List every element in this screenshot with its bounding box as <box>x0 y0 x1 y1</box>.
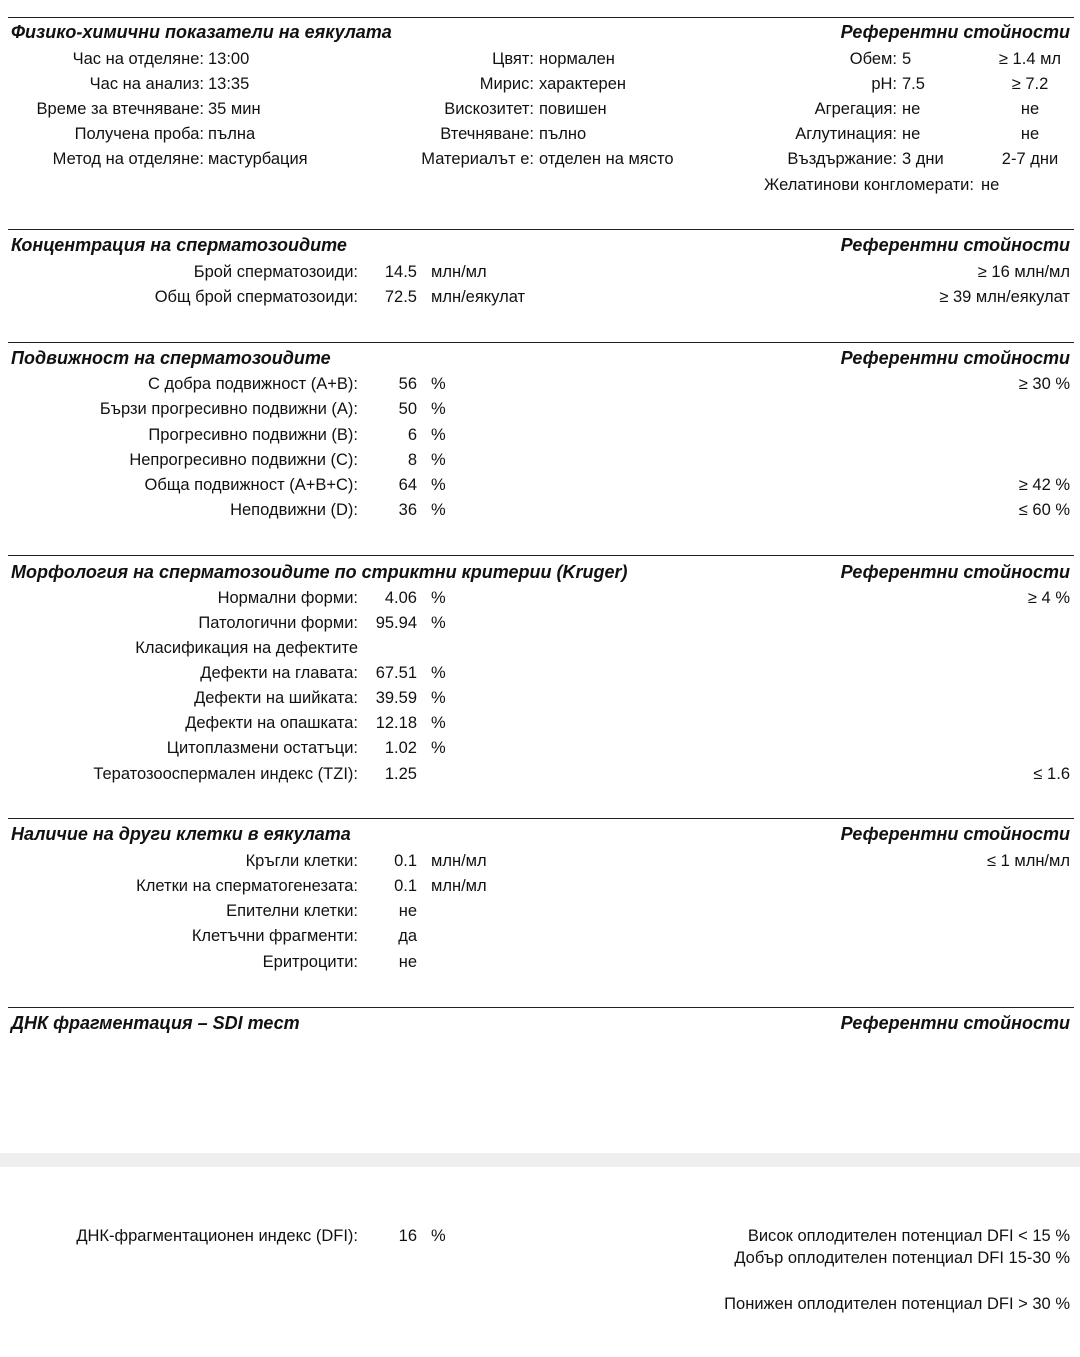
field-value: нормален <box>539 50 615 68</box>
field-value: мастурбация <box>208 150 308 168</box>
field-label: Тератозооспермален индекс (TZI): <box>93 765 358 783</box>
ref-value: ≥ 16 млн/мл <box>977 263 1070 281</box>
table-row <box>0 372 1080 396</box>
field-label: Получена проба: <box>74 125 204 143</box>
field-label: Нормални форми: <box>217 589 358 607</box>
table-row <box>0 899 1080 923</box>
field-label: Втечняване: <box>440 125 534 143</box>
section-title-physchem: Физико-химични показатели на еякулата <box>11 22 392 42</box>
table-row <box>0 661 1080 685</box>
table-row <box>0 711 1080 735</box>
table-row <box>0 950 1080 974</box>
field-unit: % <box>431 426 446 444</box>
field-unit: % <box>431 664 446 682</box>
field-value: пълно <box>539 125 587 143</box>
field-value: 0.1 <box>394 852 417 870</box>
section-divider <box>8 17 1074 18</box>
table-row <box>0 397 1080 421</box>
field-value: не <box>398 902 417 920</box>
field-value: 64 <box>398 476 417 494</box>
field-value: не <box>902 100 921 118</box>
field-unit: % <box>431 451 446 469</box>
field-label: Материалът е: <box>421 150 534 168</box>
field-label: Обща подвижност (A+B+C): <box>144 476 358 494</box>
ref-value: ≥ 30 % <box>1018 375 1070 393</box>
field-label: Неподвижни (D): <box>230 501 358 519</box>
field-value: повишен <box>539 100 607 118</box>
field-value: пълна <box>208 125 256 143</box>
dfi-ref-line: Добър оплодителен потенциал DFI 15-30 % <box>734 1249 1070 1267</box>
field-value: 1.25 <box>384 765 417 783</box>
field-label: Мирис: <box>479 75 534 93</box>
field-label: Аглутинация: <box>795 125 897 143</box>
field-value: 16 <box>398 1227 417 1245</box>
field-value: 50 <box>398 400 417 418</box>
section-divider <box>8 818 1074 819</box>
field-value: 13:00 <box>208 50 250 68</box>
section-divider <box>8 1007 1074 1008</box>
field-value: характерен <box>539 75 627 93</box>
field-label: Час на анализ: <box>89 75 204 93</box>
dfi-ref-line: Понижен оплодителен потенциал DFI > 30 % <box>724 1295 1070 1313</box>
field-value: 67.51 <box>375 664 417 682</box>
field-label: Въздържание: <box>787 150 897 168</box>
field-value: не <box>981 176 1000 194</box>
field-value: 12.18 <box>375 714 417 732</box>
field-label: Клетки на сперматогенезата: <box>136 877 358 895</box>
ref-value: ≤ 1 млн/мл <box>986 852 1070 870</box>
field-value: не <box>398 953 417 971</box>
table-row <box>0 72 1080 96</box>
subsection-label: Класификация на дефектите <box>135 639 358 657</box>
field-value: 35 мин <box>208 100 261 118</box>
table-row <box>0 924 1080 948</box>
field-label: Кръгли клетки: <box>245 852 358 870</box>
field-value: да <box>398 927 417 945</box>
field-value: 0.1 <box>394 877 417 895</box>
table-row <box>0 423 1080 447</box>
field-label: ДНК-фрагментационен индекс (DFI): <box>76 1227 358 1245</box>
table-row <box>0 473 1080 497</box>
table-row <box>0 285 1080 309</box>
field-unit: % <box>431 1227 446 1245</box>
table-row <box>0 611 1080 635</box>
table-row <box>0 736 1080 760</box>
field-label: Клетъчни фрагменти: <box>191 927 358 945</box>
field-label: Общ брой сперматозоиди: <box>154 288 358 306</box>
section-divider <box>8 342 1074 343</box>
ref-header: Референтни стойности <box>840 824 1070 844</box>
field-value: 4.06 <box>384 589 417 607</box>
field-label: С добра подвижност (A+B): <box>148 375 358 393</box>
section-title-dna: ДНК фрагментация – SDI тест <box>11 1013 300 1033</box>
field-label: Бързи прогресивно подвижни (A): <box>99 400 358 418</box>
field-label: Вискозитет: <box>444 100 534 118</box>
field-value: 1.02 <box>384 739 417 757</box>
field-label: Обем: <box>849 50 897 68</box>
ref-value: ≤ 1.6 <box>1033 765 1070 783</box>
table-row <box>0 636 1080 660</box>
field-label: Патологични форми: <box>198 614 358 632</box>
field-unit: % <box>431 501 446 519</box>
table-row <box>0 448 1080 472</box>
field-value: не <box>902 125 921 143</box>
field-label: pH: <box>871 75 897 93</box>
field-label: Цвят: <box>492 50 534 68</box>
field-value: 7.5 <box>902 75 925 93</box>
field-unit: % <box>431 476 446 494</box>
table-row <box>0 122 1080 146</box>
field-value: 6 <box>407 426 417 444</box>
section-title-motility: Подвижност на сперматозоидите <box>11 348 331 368</box>
section-divider <box>8 555 1074 556</box>
field-unit: млн/еякулат <box>431 288 526 306</box>
ref-header: Референтни стойности <box>840 1013 1070 1033</box>
field-unit: % <box>431 400 446 418</box>
field-value: 56 <box>398 375 417 393</box>
field-label: Прогресивно подвижни (B): <box>148 426 358 444</box>
ref-value: 2-7 дни <box>1001 150 1059 168</box>
field-unit: % <box>431 714 446 732</box>
field-value: 8 <box>407 451 417 469</box>
field-label: Желатинови конгломерати: <box>764 176 974 194</box>
ref-header: Референтни стойности <box>840 562 1070 582</box>
table-row <box>0 260 1080 284</box>
ref-value: ≥ 4 % <box>1027 589 1070 607</box>
field-label: Час на отделяне: <box>72 50 204 68</box>
ref-header: Референтни стойности <box>840 22 1070 42</box>
ref-header: Референтни стойности <box>840 235 1070 255</box>
field-unit: % <box>431 689 446 707</box>
field-unit: млн/мл <box>431 263 487 281</box>
table-row <box>0 874 1080 898</box>
table-row <box>0 762 1080 786</box>
field-unit: % <box>431 614 446 632</box>
ref-value: ≥ 39 млн/еякулат <box>939 288 1070 306</box>
field-label: Епителни клетки: <box>226 902 358 920</box>
field-label: Брой сперматозоиди: <box>193 263 358 281</box>
field-label: Дефекти на главата: <box>200 664 358 682</box>
ref-value: ≥ 42 % <box>1018 476 1070 494</box>
section-title-concentration: Концентрация на сперматозоидите <box>11 235 347 255</box>
table-row <box>0 586 1080 610</box>
field-unit: млн/мл <box>431 877 487 895</box>
section-title-morphology: Морфология на сперматозоидите по стриктни критерии (Kruger) <box>11 562 628 582</box>
field-label: Време за втечняване: <box>36 100 204 118</box>
table-row <box>0 849 1080 873</box>
ref-value: ≥ 7.2 <box>1011 75 1049 93</box>
field-value: 13:35 <box>208 75 250 93</box>
ref-value: не <box>1020 125 1040 143</box>
table-row <box>0 147 1080 171</box>
section-divider <box>8 229 1074 230</box>
field-label: Метод на отделяне: <box>52 150 204 168</box>
field-value: 95.94 <box>375 614 417 632</box>
field-unit: млн/мл <box>431 852 487 870</box>
page-break-band <box>0 1153 1080 1167</box>
table-row <box>0 173 1080 197</box>
field-label: Дефекти на опашката: <box>185 714 358 732</box>
table-row <box>0 498 1080 522</box>
field-label: Дефекти на шийката: <box>194 689 358 707</box>
field-value: 39.59 <box>375 689 417 707</box>
field-label: Еритроцити: <box>262 953 358 971</box>
field-value: отделен на място <box>539 150 674 168</box>
ref-header: Референтни стойности <box>840 348 1070 368</box>
field-label: Цитоплазмени остатъци: <box>166 739 358 757</box>
table-row <box>0 686 1080 710</box>
field-label: Агрегация: <box>814 100 897 118</box>
ref-value: не <box>1020 100 1040 118</box>
ref-value: ≤ 60 % <box>1018 501 1070 519</box>
field-unit: % <box>431 589 446 607</box>
field-value: 3 дни <box>902 150 944 168</box>
field-value: 5 <box>902 50 912 68</box>
field-value: 14.5 <box>384 263 417 281</box>
ref-value: ≥ 1.4 мл <box>998 50 1062 68</box>
section-title-other-cells: Наличие на други клетки в еякулата <box>11 824 351 844</box>
table-row <box>0 97 1080 121</box>
field-value: 36 <box>398 501 417 519</box>
field-unit: % <box>431 375 446 393</box>
field-value: 72.5 <box>384 288 417 306</box>
table-row <box>0 47 1080 71</box>
dfi-ref-line: Висок оплодителен потенциал DFI < 15 % <box>747 1227 1070 1245</box>
field-label: Непрогресивно подвижни (C): <box>129 451 358 469</box>
field-unit: % <box>431 739 446 757</box>
